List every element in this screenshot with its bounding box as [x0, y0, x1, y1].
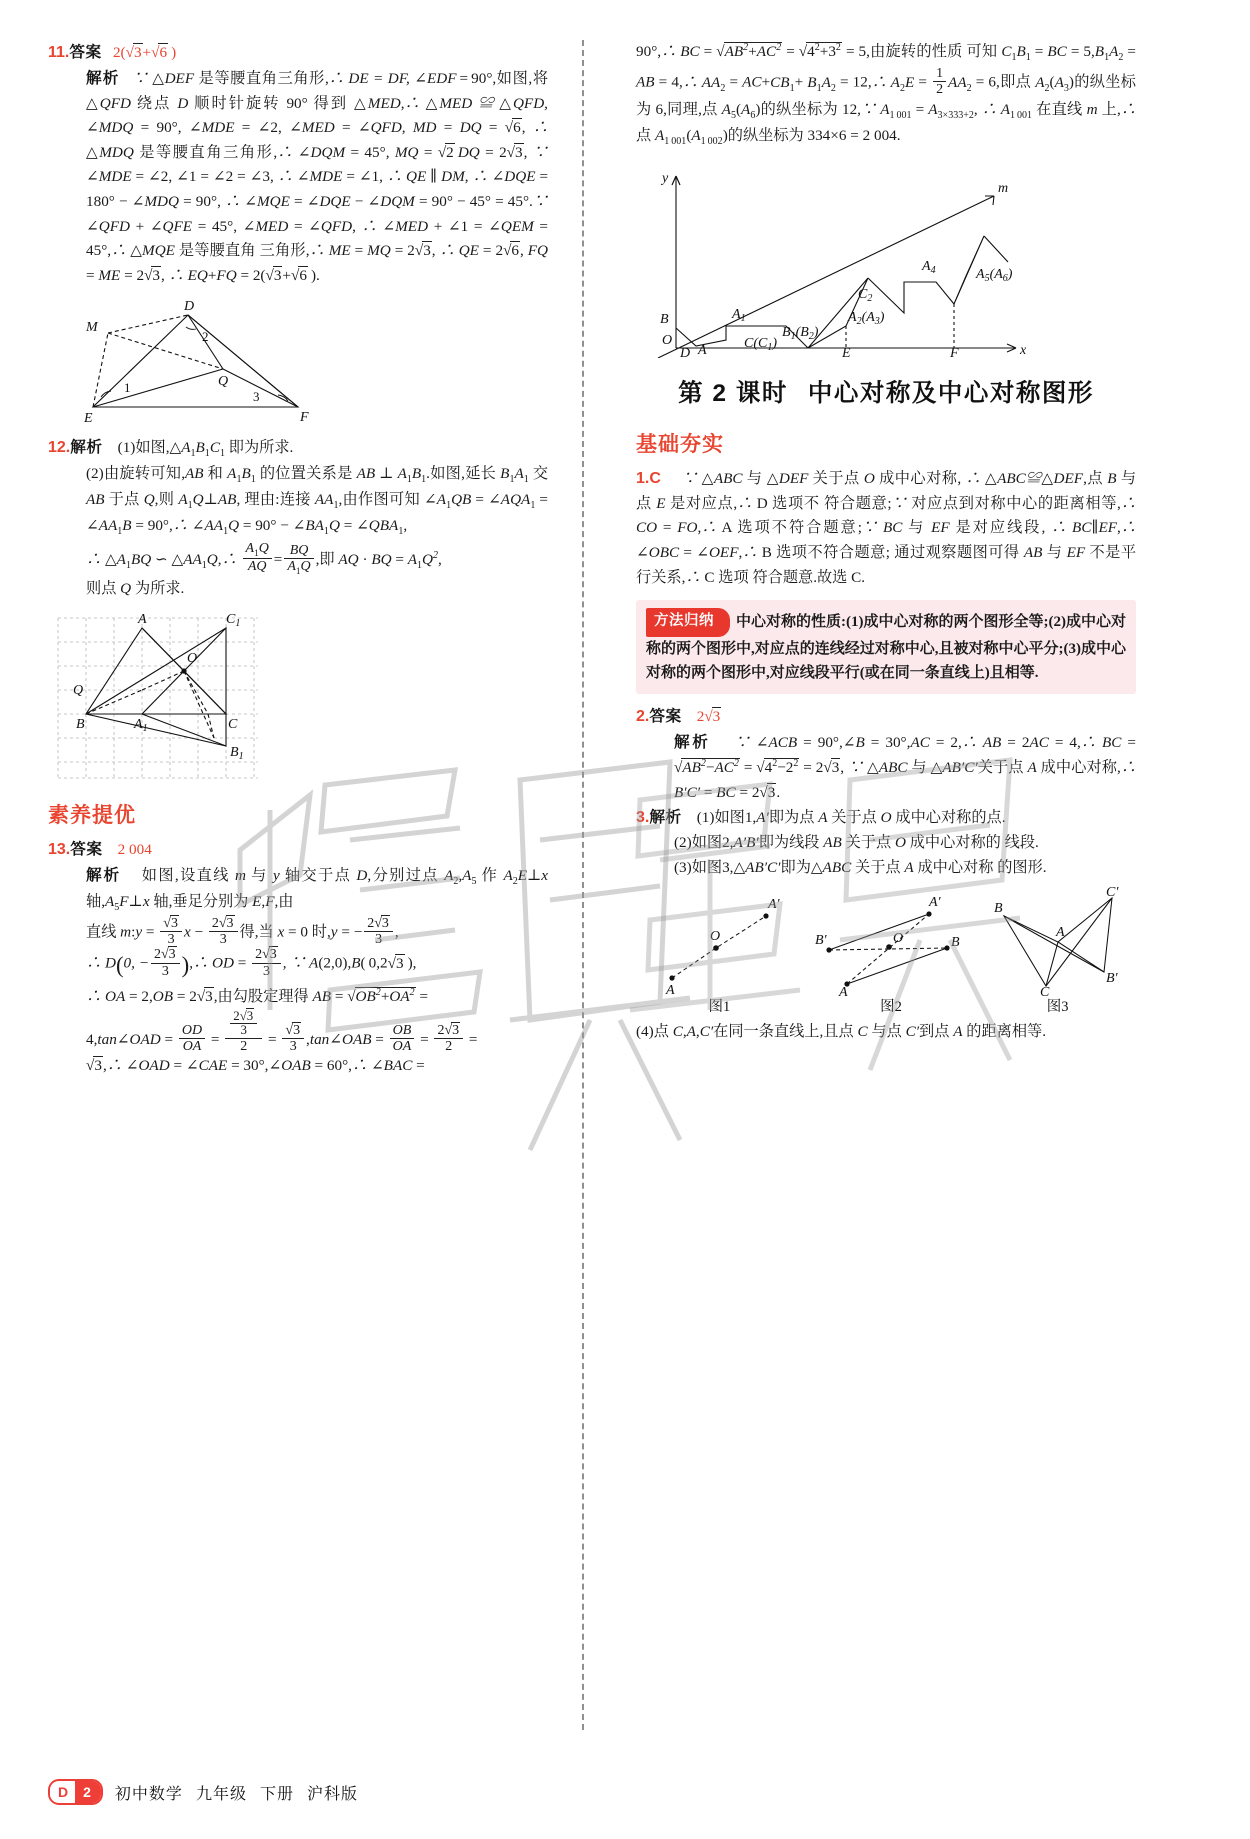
- question-11-answer-line: [48, 40, 548, 66]
- svg-text:3: 3: [253, 388, 260, 404]
- question-11-answer-value: 2(√3+√6 ): [112, 44, 177, 61]
- svg-text:A: A: [666, 983, 675, 997]
- figure-2-caption: 图2: [880, 999, 902, 1016]
- svg-text:y: y: [662, 171, 669, 187]
- figure-question-12: [48, 610, 548, 785]
- footer-volume: 下册: [259, 1785, 294, 1803]
- figure-2-container: [811, 886, 971, 1019]
- svg-text:A1: $A_1$: [732, 307, 746, 325]
- answer-label: 答案: [649, 708, 682, 726]
- question-12-analysis-line3: ∴ $\triangle A_1BQ$ ∽ $\triangle AA_1Q,\therefore$ $\frac{A_1Q}{AQ}$ = $\frac{BQ}{A_1Q}$ ,即 AQ · BQ = $A_1Q^2$,: [86, 540, 442, 577]
- chapter-title-part1: 第 2 课时: [678, 380, 788, 408]
- method-summary-badge: 方法归纳: [646, 608, 730, 636]
- question-13-point-d: ∴ D(0, − $\frac{2√3}{3}$ ),∴ OD = $\frac{2√3}{3}$ , ∵ A(2,0),B( 0,2√3 ),: [86, 947, 417, 979]
- question-11-number: 11.: [48, 44, 70, 61]
- question-13-analysis: 解析 如图,设直线 m 与 y 轴交于点 D,分别过点 $A_2,A_5$ 作 $A_2E\perp x$ 轴$,A_5F\perp x$ 轴,垂足分别为 E,F,由: [86, 866, 549, 914]
- svg-text:O: O: [710, 929, 721, 945]
- two-column-body: [48, 40, 1208, 1730]
- footer-grade: 九年级: [195, 1785, 247, 1803]
- answer-label: 答案: [70, 840, 103, 858]
- coordinate-zigzag-diagram: [636, 158, 1036, 358]
- page-badge-letter: D: [50, 1782, 75, 1802]
- footer-edition: 沪科版: [306, 1785, 358, 1803]
- question-12-analysis-line4: 则点 Q 为所求.: [86, 580, 185, 598]
- question-12-analysis-line1: 12.解析 (1)如图$,\triangle A_1B_1C_1$ 即为所求.: [48, 438, 294, 459]
- chapter-title-part2: 中心对称及中心对称图形: [807, 380, 1094, 408]
- svg-text:C(C1): $C(C_1)$: [744, 336, 778, 354]
- svg-text:A1: $A_1$: [134, 716, 148, 734]
- svg-text:A2(A3): $A_2(A_3)$: [848, 310, 885, 328]
- method-summary-text: 中心对称的性质:(1)成中心对称的两个图形全等;(2)成中心对称的两个图形中,对应点的连线经过对称中心,且被对称中心平分;(3)成中心对称的两个图形中,对应线段平行(或在同一条直线上)且相等.: [646, 614, 1126, 681]
- answer-label: 答案: [69, 44, 102, 61]
- chapter-title: [636, 374, 1136, 414]
- figure-1-container: [644, 886, 794, 1019]
- svg-text:D: D: [680, 346, 691, 359]
- question-3-number: 3.: [636, 809, 650, 827]
- svg-text:B: B: [993, 901, 1003, 917]
- question-1: 1.C ∵ △ABC 与 △DEF 关于点 O 成中心对称, ∴ △ABC≌△DEF,点 B 与点 E 是对应点,∴ D 选项不 符合题意;∵ 对应点到对称中心的距离相等,∴ CO = FO,∴ A 选项不符合题意;∵ BC 与 EF 是对应线段, ∴ BC∥EF,∴ ∠OBC = ∠OEF,∴ B 选项不符合题意; 通过观察题图可得 AB 与 EF 不是平行关系,∴ C 选项 符合题意.故选 C.: [636, 469, 1137, 586]
- svg-text:Q: Q: [73, 682, 84, 698]
- page-footer: [48, 1779, 371, 1805]
- section-heading-suyang: 素养提优: [48, 803, 136, 827]
- svg-text:A: A: [838, 985, 848, 997]
- svg-text:C: C: [1039, 985, 1049, 997]
- grid-triangle-diagram: [48, 610, 268, 785]
- page-badge: [48, 1779, 103, 1805]
- question-13-pythagoras: ∴ OA = 2,OB = 2√3,由勾股定理得 AB = $√OB^2+OA^2$ =: [86, 986, 429, 1005]
- svg-text:B: B: [660, 312, 669, 328]
- figure-2-segment-symmetry: [811, 886, 971, 996]
- svg-text:C: C: [228, 716, 238, 732]
- svg-text:O: O: [662, 333, 673, 349]
- svg-text:m: m: [998, 181, 1009, 197]
- question-12-number: 12.: [48, 438, 71, 456]
- svg-text:D: D: [184, 298, 195, 314]
- left-column: [48, 40, 570, 1730]
- question-11-analysis: 解析 ∵ △DEF 是等腰直角三角形,∴ DE = DF, ∠EDF = 90°,如图,将△QFD 绕点 D 顺时针旋转 90° 得到 △MED,∴ △MED ≌ △QFD, ∠MDQ = 90°, ∠MDE = ∠2, ∠MED = ∠QFD, MD = DQ = √6, ∴ △MDQ 是等腰直角三角形,∴ ∠DQM = 45°, MQ = √2 DQ = 2√3, ∵ ∠MDE = ∠2, ∠1 = ∠2 = ∠3, ∴ ∠MDE = ∠1, ∴ QE ∥ DM, ∴ ∠DQE = 180° − ∠MDQ = 90°, ∴ ∠MQE = ∠DQE − ∠DQM = 90° − 45° = 45°.∵ ∠QFD + ∠QFE = 45°, ∠MED = ∠QFD, ∴ ∠MED + ∠1 = ∠QEM = 45°,∴ △MQE 是等腰直角 三角形,∴ ME = MQ = 2√3, ∴ QE = 2√6, FQ = ME = 2√3, ∴ EQ+FQ = 2(√3+√6 ).: [86, 69, 549, 284]
- svg-text:E: E: [84, 410, 93, 426]
- svg-text:F: F: [950, 346, 959, 359]
- svg-text:E: E: [842, 346, 851, 359]
- question-1-option: C: [649, 469, 661, 487]
- question-3-line4: (4)点 C,A,C′在同一条直线上,且点 C 与点 C′到点 A 的距离相等.: [636, 1022, 1046, 1040]
- question-12-analysis-line2: (2)由旋转可知,AB 和 $A_1B_1$ 的位置关系是 AB ⊥ $A_1B_1$.如图,延长 $B_1A_1$ 交 AB 于点 Q,则 $A_1Q\perp AB$, 理由:连接 $AA_1$,由作图可知 $\angle A_1QB$ = $\angle AQA_1$ = $\angle AA_1B$ = 90°,∴ $\angle AA_1Q = 90^\circ$ − $\angle BA_1Q$ = $\angle QBA_1$,: [86, 464, 549, 538]
- figure-question-11: [48, 297, 548, 427]
- svg-text:2: 2: [202, 328, 209, 344]
- question-3-line3: (3)如图3,△AB′C′即为△ABC 关于点 A 成中心对称 的图形.: [674, 858, 1047, 876]
- svg-text:B: B: [950, 935, 960, 951]
- analysis-label: 解析: [86, 69, 120, 87]
- svg-text:O: O: [187, 650, 198, 666]
- question-2-answer-value: 2√3: [696, 708, 721, 726]
- question-13-continuation: 90°,∴ BC = $√AB^2+AC^2 = √4^2+3^2 = 5$,由旋转的性质 可知 $C_1B_1$ = BC = $5,B_1A_2$ = AB = 4,∴ $AA_2 = AC+CB_1+ B_1A_2$ = 12,∴ $A_2E$ = $\frac{1}{2}$ $AA_2 = 6$,即点 $A_2(A_3)$的纵坐标为 6,同理,点 $A_5(A_6)$的纵坐标为 12,∵ $A_{1 001} = A_{3\times 333+2}$, ∴ $A_{1 001}$ 在直线 m 上,∴ 点 $A_{1 001}(A_{1 002})$的纵坐标为 334×6 = 2 004.: [636, 42, 1137, 147]
- triangle-def-diagram: [48, 297, 368, 427]
- analysis-label: 解析: [649, 809, 682, 827]
- figure-3-triangle-symmetry: [988, 886, 1128, 996]
- svg-text:C′: C′: [1105, 886, 1119, 901]
- svg-text:1: 1: [124, 379, 131, 395]
- question-3-line1: 3.解析 (1)如图1,A′即为点 A 关于点 O 成中心对称的点.: [636, 809, 1006, 827]
- svg-text:Q: Q: [218, 373, 229, 389]
- figure-1-caption: 图1: [708, 999, 731, 1016]
- svg-text:C2: $C_2$: [858, 287, 873, 305]
- svg-text:x: x: [1020, 343, 1027, 359]
- question-13-angles: √3,∴ ∠OAD = ∠CAE = 30°,∠OAB = 60°,∴ ∠BAC =: [86, 1057, 425, 1075]
- svg-text:O: O: [892, 931, 904, 947]
- svg-text:A′: A′: [928, 895, 941, 911]
- svg-text:B′: B′: [1105, 971, 1118, 987]
- analysis-label: 解析: [86, 866, 121, 884]
- figure-3-container: [988, 886, 1128, 1019]
- question-3-line2: (2)如图2,A′B′即为线段 AB 关于点 O 成中心对称的 线段.: [674, 834, 1039, 852]
- svg-text:A′: A′: [768, 897, 780, 913]
- svg-text:A: A: [1055, 925, 1065, 941]
- question-13-number: 13.: [48, 840, 71, 858]
- question-13-answer-value: 2 004: [117, 840, 152, 858]
- figure-3-caption: 图3: [1046, 999, 1069, 1016]
- figure-1-point-symmetry: [644, 886, 794, 996]
- svg-text:B1: $B_1$: [230, 744, 244, 762]
- page-badge-number: 2: [75, 1781, 101, 1803]
- question-2-answer-line: [636, 704, 1136, 730]
- method-summary-box: [636, 600, 1136, 694]
- svg-text:B1(B2): $B_1(B_2)$: [782, 325, 819, 343]
- analysis-label: 解析: [674, 734, 711, 752]
- right-column: [596, 40, 1136, 1730]
- analysis-label: 解析: [70, 438, 103, 456]
- svg-text:M: M: [86, 319, 98, 335]
- question-13-line-m: 直线 m:y = $\frac{√3}{3}$ x − $\frac{2√3}{3}$ 得,当 x = 0 时,y = − $\frac{2√3}{3}$ ,: [86, 916, 399, 948]
- figure-question-13: [636, 158, 1136, 358]
- svg-text:A: A: [698, 343, 707, 359]
- svg-text:A4: $A_4$: [922, 259, 936, 277]
- svg-text:B: B: [76, 716, 85, 732]
- svg-text:A: A: [138, 611, 147, 627]
- footer-book-info: [115, 1781, 371, 1804]
- figure-row-question-3: [636, 886, 1136, 1019]
- svg-text:B′: B′: [814, 933, 827, 949]
- svg-text:C1: $C_1$: [226, 611, 241, 629]
- column-divider: [582, 40, 584, 1730]
- footer-subject: 初中数学: [114, 1785, 183, 1803]
- svg-text:F: F: [300, 409, 309, 425]
- section-heading-jichu: 基础夯实: [636, 432, 724, 456]
- question-13-tangent: 4,tan∠OAD = $\frac{OD}{OA}$ = $\frac{\frac{2√3}{3}}{2}$ = $\frac{√3}{3}$ ,tan∠OAB = $\frac{OB}{OA}$ = $\frac{2√3}{2}$ =: [86, 1008, 478, 1055]
- question-2-analysis: 解析 ∵ ∠ACB = 90°,∠B = 30°,AC = 2,∴ AB = 2AC = 4,∴ BC = $√AB^2-AC^2 = √4^2-2^2 = 2√3$, ∵ △ABC 与 △AB′C′关于点 A 成中心对称,∴ B′C′ = BC = 2√3.: [674, 734, 1137, 801]
- question-1-number: 1.: [636, 469, 650, 487]
- question-13-answer-line: [48, 837, 548, 863]
- question-2-number: 2.: [636, 708, 650, 726]
- svg-text:A5(A6): $A_5(A_6)$: [976, 267, 1013, 285]
